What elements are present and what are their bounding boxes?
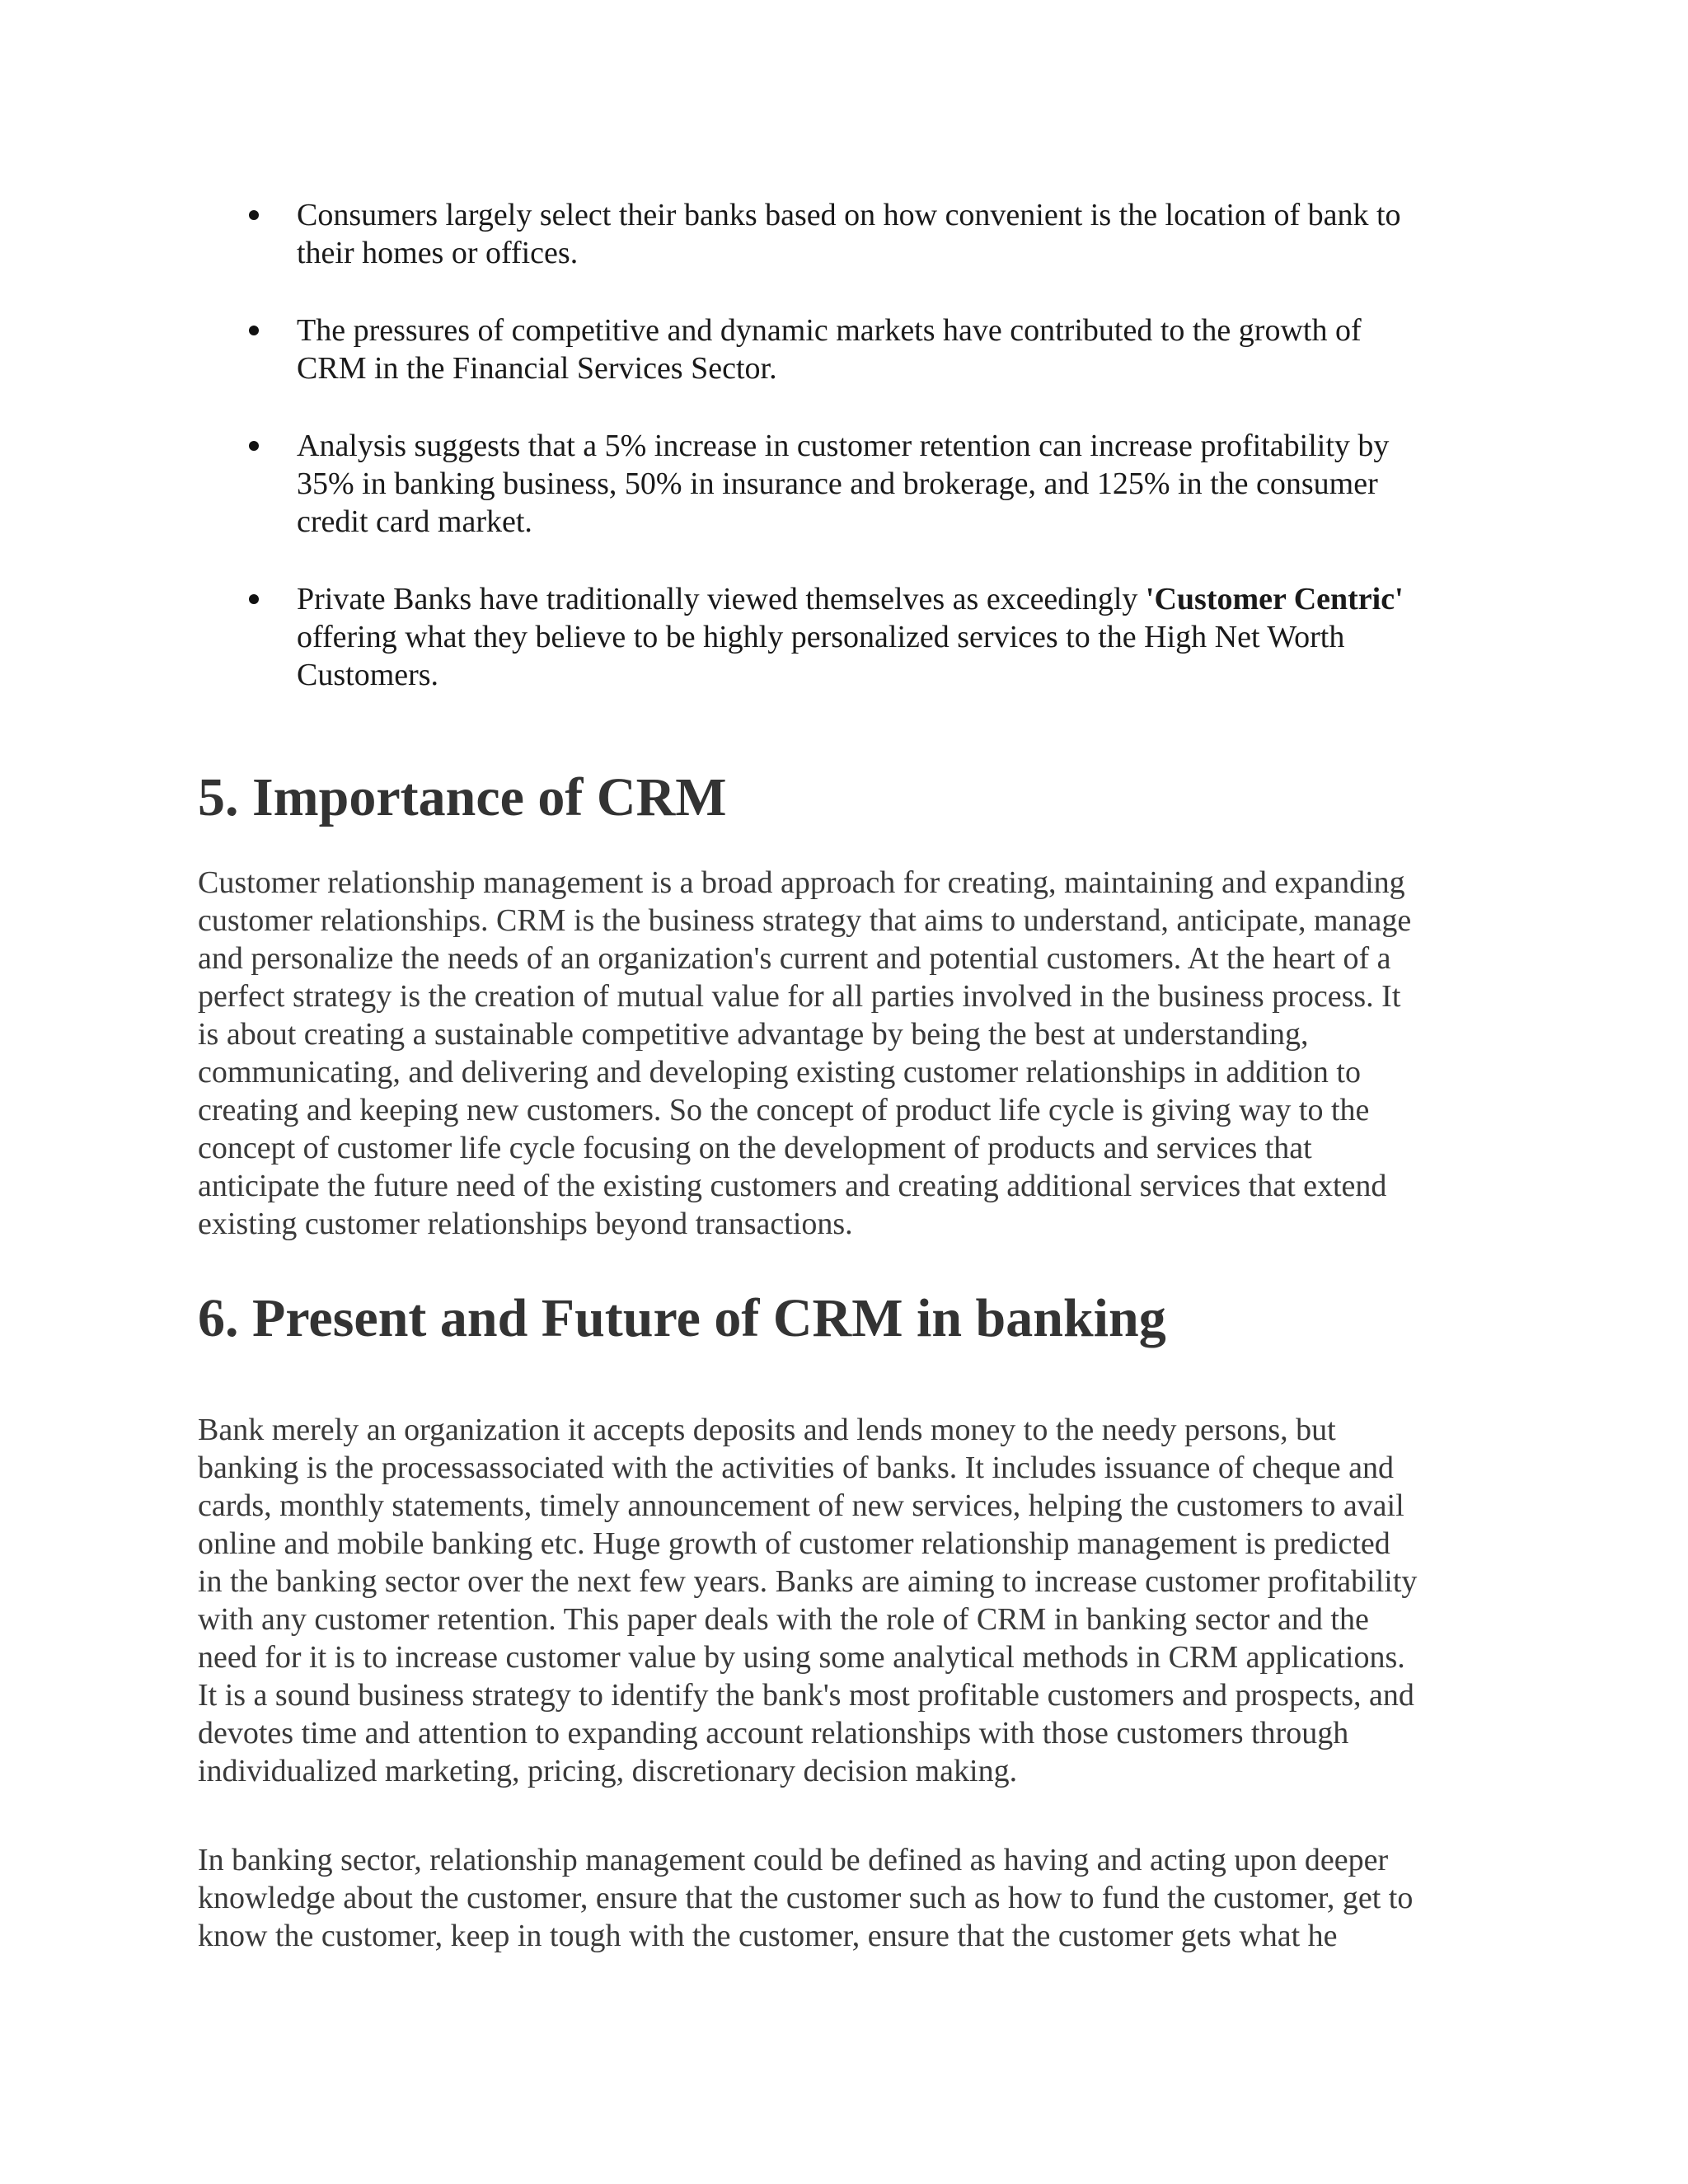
paragraph-line: creating and keeping new customers. So the concept of product life cycle is giving way to the [198,1093,1370,1127]
paragraph-line: perfect strategy is the creation of mutual value for all parties involved in the business process. It [198,979,1401,1014]
bullet-list [198,196,1475,733]
bullet-text-line: 35% in banking business, 50% in insurance and brokerage, and 125% in the consumer [297,466,1378,501]
paragraph-line: is about creating a sustainable competitive advantage by being the best at understanding, [198,1017,1309,1052]
bullet-text-segment: Private Banks have traditionally viewed themselves as exceedingly [297,582,1146,616]
paragraph-line: In banking sector, relationship management could be defined as having and acting upon deeper [198,1843,1389,1877]
paragraph-line: online and mobile banking etc. Huge growth of customer relationship management is predicted [198,1526,1390,1561]
bullet-text-line: Customers. [297,658,439,692]
bullet-text-line: CRM in the Financial Services Sector. [297,351,777,386]
section-paragraph-importance [198,864,1500,1243]
bullet-text-line: credit card market. [297,504,532,539]
bullet-text-line: their homes or offices. [297,236,579,270]
section-paragraph-present-future-2 [198,1841,1500,1955]
bullet-text-line: Consumers largely select their banks based on how convenient is the location of bank to [297,198,1401,232]
bullet-icon [249,326,259,335]
paragraph-line: existing customer relationships beyond transactions. [198,1207,853,1241]
paragraph-line: devotes time and attention to expanding account relationships with those customers through [198,1716,1349,1750]
bullet-icon [249,210,259,220]
bullet-text-line: offering what they believe to be highly personalized services to the High Net Worth [297,620,1345,654]
paragraph-line: with any customer retention. This paper deals with the role of CRM in banking sector and the [198,1602,1369,1637]
list-item [198,312,1475,387]
paragraph-line: anticipate the future need of the existing customers and creating additional services that extend [198,1169,1387,1203]
section-paragraph-present-future-1 [198,1411,1500,1790]
bullet-text-line: Analysis suggests that a 5% increase in customer retention can increase profitability by [297,429,1390,463]
paragraph-line: know the customer, keep in tough with the customer, ensure that the customer gets what he [198,1919,1338,1953]
paragraph-line: individualized marketing, pricing, discretionary decision making. [198,1754,1018,1788]
paragraph-line: in the banking sector over the next few years. Banks are aiming to increase customer profitability [198,1564,1418,1599]
emphasis-text: 'Customer Centric' [1145,582,1404,616]
paragraph-line: and personalize the needs of an organization's current and potential customers. At the heart of a [198,941,1391,976]
section-heading-importance: 5. Importance of CRM [198,767,727,827]
bullet-text-line: The pressures of competitive and dynamic markets have contributed to the growth of [297,313,1362,348]
paragraph-line: customer relationships. CRM is the business strategy that aims to understand, anticipate, manage [198,903,1412,938]
list-item [198,580,1475,694]
bullet-icon [249,594,259,604]
list-item [198,427,1475,541]
paragraph-line: need for it is to increase customer value by using some analytical methods in CRM applications. [198,1640,1405,1675]
paragraph-line: Bank merely an organization it accepts deposits and lends money to the needy persons, but [198,1413,1336,1447]
bullet-text-line [297,580,1475,618]
paragraph-line: banking is the processassociated with the activities of banks. It includes issuance of cheque and [198,1451,1394,1485]
paragraph-line: It is a sound business strategy to identify the bank's most profitable customers and prospects, and [198,1678,1414,1713]
paragraph-line: knowledge about the customer, ensure that the customer such as how to fund the customer, get to [198,1881,1414,1915]
paragraph-line: cards, monthly statements, timely announcement of new services, helping the customers to avail [198,1488,1404,1523]
bullet-icon [249,441,259,451]
section-heading-present-future: 6. Present and Future of CRM in banking [198,1288,1166,1348]
paragraph-line: communicating, and delivering and developing existing customer relationships in addition to [198,1055,1361,1090]
list-item [198,196,1475,272]
paragraph-line: Customer relationship management is a broad approach for creating, maintaining and expanding [198,865,1405,900]
paragraph-line: concept of customer life cycle focusing on the development of products and services that [198,1131,1312,1165]
